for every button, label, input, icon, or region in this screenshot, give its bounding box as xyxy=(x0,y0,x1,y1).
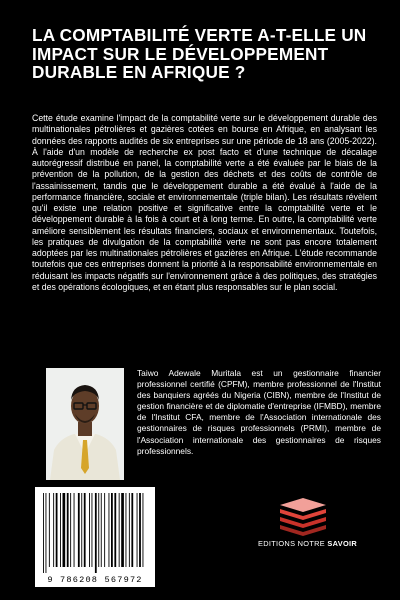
barcode-bar xyxy=(101,493,102,567)
barcode-bar xyxy=(78,493,80,567)
abstract-text: Cette étude examine l'impact de la comptabilité verte sur le développement durable des multinationales pétrolières et gazières cotées en bourse en Afrique, en analysant les données des rapports audités de six entreprises sur une période de 18 ans (2005-2022). À l'aide d'un modèle de recherche ex post facto et d'une technique de décalage autorégressif distribué en panel, la comptabilité verte a été évaluée par le biais de la prévention de la pollution, de la gestion des déchets et des coûts de contrôle de l'assainissement, tandis que le développement durable a été évalué à l'aide de la performance financière, sociale et environnementale (triple bilan). Les résultats révèlent qu'il existe une relation positive et significative entre la comptabilité verte et le développement durable à la fois à court et à long terme. En outre, la comptabilité verte améliore sensiblement les résultats financiers, sociaux et environnementaux. Toutefois, les pratiques de divulgation de la comptabilité verte ne sont pas encore totalement adoptées par les multinationales pétrolières et gazières en Afrique. L'étude recommande toutefois que ces entreprises donnent la priorité à la responsabilité environnementale en réduisant les impacts négatifs sur l'environnement grâce à des politiques, des stratégies et des opérations écologiques, et en étant plus responsables sur le plan social. xyxy=(32,113,377,292)
book-stack-icon xyxy=(258,495,348,539)
barcode-bar xyxy=(89,493,90,567)
barcode-bar xyxy=(49,493,50,567)
barcode-bar xyxy=(114,493,116,567)
barcode-bar xyxy=(43,493,44,573)
barcode-bar xyxy=(67,493,69,567)
barcode-bar xyxy=(129,493,130,567)
barcode-bar xyxy=(46,493,47,573)
author-photo xyxy=(46,368,124,480)
barcode-bar xyxy=(95,493,97,573)
barcode-bar xyxy=(111,493,113,567)
barcode-bar xyxy=(74,493,75,567)
book-title: LA COMPTABILITÉ VERTE A-T-ELLE UN IMPACT SUR LE DÉVELOPPEMENT DURABLE EN AFRIQUE ? xyxy=(32,25,367,82)
isbn-barcode xyxy=(35,487,155,587)
barcode-bar xyxy=(56,493,58,567)
barcode-bar xyxy=(131,493,133,567)
barcode-bar xyxy=(98,493,99,567)
barcode-bar xyxy=(119,493,120,567)
barcode-bar xyxy=(139,493,141,567)
publisher-name: EDITIONS NOTRE SAVOIR xyxy=(258,539,357,548)
barcode-bar xyxy=(84,493,86,567)
barcode-bar xyxy=(121,493,124,567)
barcode-bars xyxy=(35,487,155,587)
barcode-bar xyxy=(63,493,66,567)
publisher-logo xyxy=(258,495,357,555)
barcode-bar xyxy=(81,493,82,567)
barcode-bar xyxy=(109,493,110,567)
author-bio: Taiwo Adewale Muritala est un gestionnaire financier professionnel certifié (CPFM), membre professionnel de l'Institut des banquiers agréés du Nigeria (CIBN), membre de l'Institut de gestion financière et de diplomatie d'entreprise (IFMBD), membre de l'Institut CFA, membre de l'Association internationale des gestionnaires de risques professionnels (PRMI), membre de l'Association internationale des gestionnaires de risques professionnels. xyxy=(137,368,381,456)
barcode-bar xyxy=(60,493,61,567)
barcode-bar xyxy=(137,493,138,567)
barcode-bar xyxy=(92,493,93,567)
isbn-number: 9 786208 567972 xyxy=(47,575,143,585)
barcode-bar xyxy=(70,493,71,567)
barcode-bar xyxy=(104,493,105,567)
barcode-bar xyxy=(53,493,54,567)
barcode-bar xyxy=(143,493,144,567)
barcode-bar xyxy=(126,493,127,567)
